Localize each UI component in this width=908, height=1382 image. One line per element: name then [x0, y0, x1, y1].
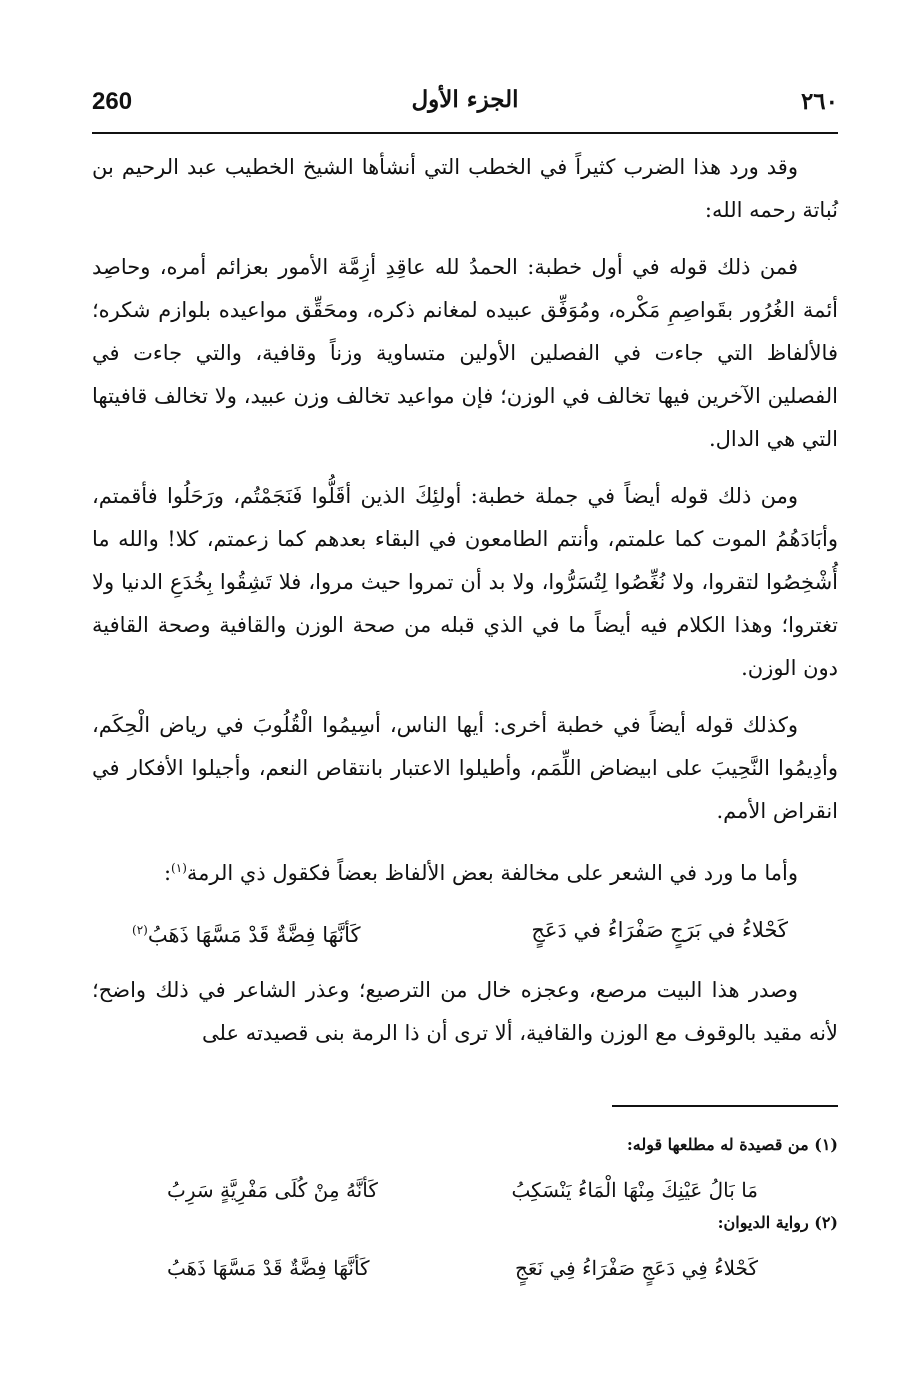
footnote-verse-second: كَأنَّهَا فِضَّةٌ قَدْ مَسَّهَا ذَهَبُ [167, 1256, 370, 1280]
verse-first-hemistich: كَحْلاءُ في بَرَجٍ صَفْرَاءُ في دَعَجٍ [531, 918, 788, 942]
paragraph-colon: : [163, 861, 172, 885]
running-title: الجزء الأول [411, 86, 519, 113]
main-text [92, 146, 838, 1069]
footnote-verse-second: كَأنَّهُ مِنْ كُلَى مَفْرِيَّةٍ سَرِبُ [167, 1178, 378, 1202]
paragraph: وصدر هذا البيت مرصع، وعجزه خال من الترصيع؛ وعذر الشاعر في ذلك واضح؛ لأنه مقيد بالوقوف مع الوزن والقافية، ألا ترى أن ذا الرمة بنى قصيدته على [92, 978, 838, 1045]
footnote-verse-first: كَحْلاءُ فِي دَعَجٍ صَفْرَاءُ فِي نَعَجٍ [515, 1256, 758, 1280]
footnote-verse [167, 1248, 758, 1288]
footnote-verse-first: مَا بَالُ عَيْنِكَ مِنْهَا الْمَاءُ يَنْسَكِبُ [511, 1178, 758, 1202]
paragraph: وكذلك قوله أيضاً في خطبة أخرى: أيها الناس، أسِيمُوا الْقُلُوبَ في رياض الْحِكَم، وأدِيمُوا النَّحِيبَ على ابيضاض اللِّمَم، وأطيلوا الاعتبار بانتقاص النعم، وأجيلوا الأفكار في انقراض الأمم. [92, 713, 838, 823]
header-rule [92, 132, 838, 134]
footnote-verse [167, 1170, 758, 1210]
page-number-latin: 260 [92, 88, 133, 115]
verse-second-hemistich: كَأنَّهَا فِضَّةٌ قَدْ مَسَّهَا ذَهَبُ [147, 923, 361, 947]
paragraph-with-note [92, 847, 838, 895]
footnote-rule [612, 1105, 838, 1107]
verse-second-hemistich-wrap [132, 909, 361, 957]
paragraph-text: وأما ما ورد في الشعر على مخالفة بعض الألفاظ بعضاً فكقول ذي الرمة [186, 861, 798, 885]
poem-verse [132, 909, 788, 957]
paragraph: فمن ذلك قوله في أول خطبة: الحمدُ لله عاقِدِ أزِمَّة الأمور بعزائم أمره، وحاصِد أئمة الغُرُور بقَواصِمِ مَكْره، ومُوَفِّق عبيده لمغانم ذكره، ومحَقِّق مواعيده بلوازم شكره؛ فالألفاظ التي جاءت في الفصلين الأولين متساوية وزناً وقافية، والتي جاءت في الفصلين الآخرين فيها تخالف في الوزن؛ فإن مواعيد تخالف وزن عبيد، ولا تخالف قافيتها التي هي الدال. [92, 255, 838, 451]
footnote-label: (١) من قصيدة له مطلعها قوله: [626, 1135, 838, 1154]
paragraph: ومن ذلك قوله أيضاً في جملة خطبة: أولئِكَ الذين أقَلُّوا فَنَجَمْتُم، ورَحَلُوا فأقمتم، وأبَادَهُمُ الموت كما علمتم، وأنتم الطامعون في البقاء بعدهم كما زعمتم، كلا! والله ما أُشْخِصُوا لتقروا، ولا نُغِّصُوا لِتُسَرُّوا، ولا بد أن تمروا حيث مروا، فلا تَشِقُوا بِخُدَعِ الدنيا ولا تغتروا؛ وهذا الكلام فيه أيضاً ما في الذي قبله من صحة الوزن والقافية وصحة القافية دون الوزن. [92, 484, 838, 680]
page-header [92, 86, 838, 122]
footnote-marker: (١) [171, 861, 187, 875]
footnote-label: (٢) رواية الديوان: [717, 1213, 838, 1232]
footnote-marker: (٢) [132, 923, 148, 937]
footnote [92, 1208, 838, 1288]
paragraph: وقد ورد هذا الضرب كثيراً في الخطب التي أنشأها الشيخ الخطيب عبد الرحيم بن نُباتة رحمه الله: [92, 155, 838, 222]
page-number-arabic: ٢٦٠ [800, 88, 838, 115]
footnote [92, 1130, 838, 1210]
